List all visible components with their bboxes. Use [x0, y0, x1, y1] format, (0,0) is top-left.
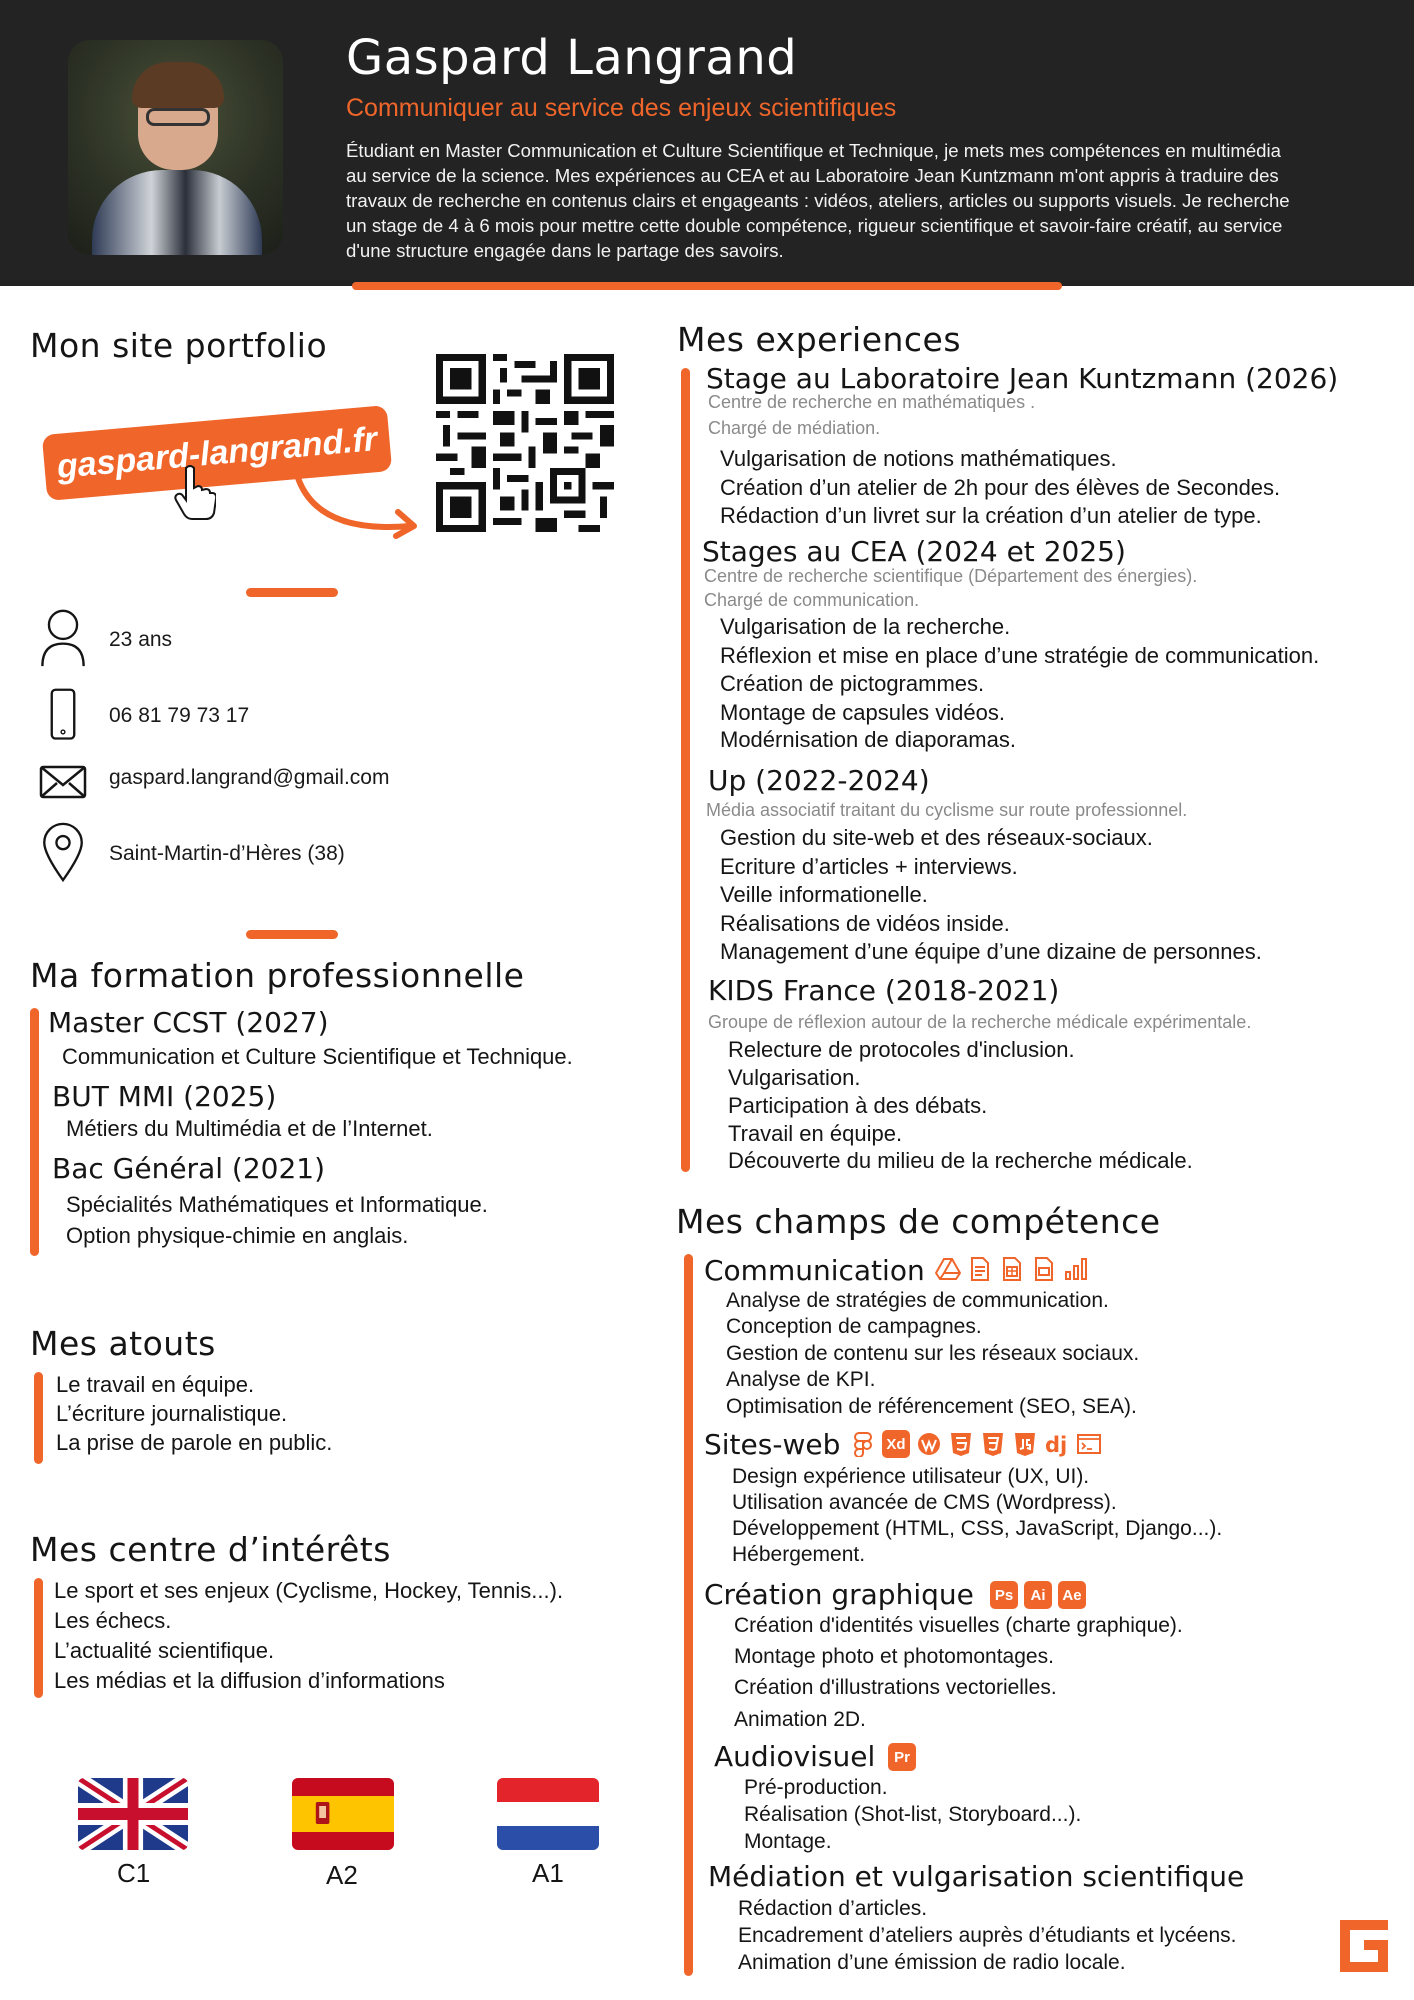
pointer-hand-icon: [172, 462, 216, 522]
divider: [246, 588, 338, 597]
phone-icon: [38, 686, 88, 746]
competence-line: Encadrement d’ateliers auprès d’étudiants et lycéens.: [738, 1924, 1237, 1947]
experience-line: Rédaction d’un livret sur la création d’un atelier de type.: [720, 503, 1262, 528]
drive-icon: [935, 1256, 961, 1282]
location-pin-icon: [38, 822, 88, 882]
experience-role: Chargé de médiation.: [708, 418, 881, 438]
person-name: Gaspard Langrand: [346, 30, 798, 86]
formation-line: Spécialités Mathématiques et Informatique.: [66, 1192, 488, 1217]
personal-logo-icon: [1338, 1918, 1390, 1974]
competence-line: Optimisation de référencement (SEO, SEA).: [726, 1395, 1137, 1418]
competence-line: Utilisation avancée de CMS (Wordpress).: [732, 1491, 1117, 1514]
competence-line: Animation 2D.: [734, 1708, 866, 1731]
competence-line: Rédaction d’articles.: [738, 1897, 928, 1920]
formation-heading: Ma formation professionnelle: [30, 956, 525, 995]
spain-flag-icon: [292, 1778, 394, 1850]
audiovisual-tool-icons: [888, 1743, 916, 1771]
competence-line: Développement (HTML, CSS, JavaScript, Django...).: [732, 1517, 1223, 1540]
competence-line: Design expérience utilisateur (UX, UI).: [732, 1465, 1090, 1488]
person-icon: [38, 608, 88, 668]
experience-line: Management d’une équipe d’une dizaine de personnes.: [720, 939, 1262, 964]
formation-line: Communication et Culture Scientifique et Technique.: [62, 1044, 573, 1069]
competence-title: Communication: [704, 1254, 925, 1287]
divider: [246, 930, 338, 939]
figma-icon: [850, 1431, 876, 1457]
profile-photo: [68, 40, 283, 255]
javascript-icon: [1012, 1431, 1038, 1457]
competence-line: Animation d’une émission de radio locale.: [738, 1951, 1126, 1974]
competence-line: Conception de campagnes.: [726, 1315, 982, 1338]
mail-icon: [38, 752, 88, 812]
experience-subtitle: Centre de recherche en mathématiques .: [708, 392, 1036, 412]
competence-line: Montage.: [744, 1830, 832, 1853]
experience-title: Up (2022-2024): [708, 764, 930, 797]
experience-line: Gestion du site-web et des réseaux-sociaux.: [720, 825, 1153, 850]
document-icon: [967, 1256, 993, 1282]
atout-item: La prise de parole en public.: [56, 1430, 333, 1455]
experience-subtitle: Groupe de réflexion autour de la recherche médicale expérimentale.: [708, 1012, 1252, 1032]
atouts-heading: Mes atouts: [30, 1324, 216, 1363]
experience-subtitle: Centre de recherche scientifique (Département des énergies).: [704, 566, 1198, 586]
experience-line: Vulgarisation de notions mathématiques.: [720, 446, 1117, 471]
communication-tool-icons: [935, 1256, 1089, 1282]
terminal-icon: [1076, 1431, 1102, 1457]
interet-item: L’actualité scientifique.: [54, 1638, 275, 1663]
competence-line: Analyse de KPI.: [726, 1368, 876, 1391]
experience-line: Ecriture d’articles + interviews.: [720, 854, 1018, 879]
formation-title: Bac Général (2021): [52, 1152, 326, 1185]
experience-line: Vulgarisation.: [728, 1065, 861, 1090]
age-text: 23 ans: [109, 628, 173, 651]
experience-line: Veille informationelle.: [720, 882, 928, 907]
uk-flag-icon: [78, 1778, 188, 1850]
competences-heading: Mes champs de compétence: [676, 1202, 1161, 1241]
svg-text:dj: dj: [1045, 1433, 1068, 1457]
premiere-pro-icon: Pr: [888, 1743, 916, 1771]
experience-line: Modérnisation de diaporamas.: [720, 727, 1016, 752]
competence-title: Audiovisuel: [714, 1740, 876, 1773]
header: [0, 0, 1414, 286]
competence-line: Gestion de contenu sur les réseaux sociaux.: [726, 1342, 1140, 1365]
experience-line: Vulgarisation de la recherche.: [720, 614, 1011, 639]
qr-code[interactable]: [436, 354, 614, 532]
formation-line: Option physique-chimie en anglais.: [66, 1223, 409, 1248]
experience-line: Réalisations de vidéos inside.: [720, 911, 1010, 936]
analytics-icon: [1063, 1256, 1089, 1282]
portfolio-link[interactable]: gaspard-langrand.fr: [42, 405, 392, 501]
formation-title: Master CCST (2027): [48, 1006, 329, 1039]
competence-line: Analyse de stratégies de communication.: [726, 1289, 1109, 1312]
interet-item: Les échecs.: [54, 1608, 172, 1633]
portfolio-heading: Mon site portfolio: [30, 326, 328, 365]
language-level: C1: [117, 1858, 151, 1888]
competence-line: Pré-production.: [744, 1776, 888, 1799]
html5-icon: [948, 1431, 974, 1457]
experience-line: Réflexion et mise en place d’une stratégie de communication.: [720, 643, 1320, 668]
slides-icon: [1031, 1256, 1057, 1282]
experience-line: Création d’un atelier de 2h pour des élèves de Secondes.: [720, 475, 1281, 500]
tagline: Communiquer au service des enjeux scientifiques: [346, 94, 897, 122]
interets-heading: Mes centre d’intérêts: [30, 1530, 391, 1569]
phone-text[interactable]: 06 81 79 73 17: [109, 704, 250, 727]
django-icon: [1044, 1431, 1070, 1457]
email-text[interactable]: gaspard.langrand@gmail.com: [109, 766, 390, 789]
css3-icon: [980, 1431, 1006, 1457]
formation-line: Métiers du Multimédia et de l’Internet.: [66, 1116, 433, 1141]
experience-title: KIDS France (2018-2021): [708, 974, 1060, 1007]
intro-text: Étudiant en Master Communication et Culture Scientifique et Technique, je mets mes compétences en multimédia au service de la science. Mes expériences au CEA et au Laboratoire Jean Kuntzmann m'ont appris à traduire des travaux de recherche en contenus clairs et engageants : vidéos, ateliers, articles ou supports visuels. Je recherche un stage de 4 à 6 mois pour mettre cette double compétence, rigueur scientifique et savoir-faire créatif, au service d'une structure engagée dans le partage des savoirs.: [346, 140, 1290, 261]
experiences-heading: Mes experiences: [677, 320, 962, 359]
spreadsheet-icon: [999, 1256, 1025, 1282]
competence-line: Montage photo et photomontages.: [734, 1645, 1054, 1668]
experience-line: Création de pictogrammes.: [720, 671, 985, 696]
competence-title: Sites-web: [704, 1428, 841, 1461]
section-bar: [684, 1254, 693, 1976]
experience-subtitle: Média associatif traitant du cyclisme sur route professionnel.: [706, 800, 1188, 820]
location-text: Saint-Martin-d’Hères (38): [109, 842, 345, 865]
web-tool-icons: [850, 1430, 1102, 1458]
experience-line: Découverte du milieu de la recherche médicale.: [728, 1148, 1193, 1173]
formation-title: BUT MMI (2025): [52, 1080, 277, 1113]
atout-item: Le travail en équipe.: [56, 1372, 255, 1397]
header-underline: [352, 282, 1062, 290]
experience-line: Relecture de protocoles d'inclusion.: [728, 1037, 1075, 1062]
experience-role: Chargé de communication.: [704, 590, 920, 610]
competence-line: Réalisation (Shot-list, Storyboard...).: [744, 1803, 1082, 1826]
language-level: A1: [532, 1858, 564, 1888]
atout-item: L’écriture journalistique.: [56, 1401, 288, 1426]
section-bar: [34, 1372, 43, 1464]
photoshop-icon: Ps: [990, 1581, 1018, 1609]
experience-line: Montage de capsules vidéos.: [720, 700, 1005, 725]
graphic-tool-icons: [990, 1581, 1086, 1609]
competence-line: Création d'illustrations vectorielles.: [734, 1676, 1057, 1699]
competence-line: Hébergement.: [732, 1543, 866, 1566]
experience-title: Stages au CEA (2024 et 2025): [702, 535, 1126, 568]
illustrator-icon: Ai: [1024, 1581, 1052, 1609]
section-bar: [34, 1578, 43, 1698]
wordpress-icon: [916, 1431, 942, 1457]
competence-title: Création graphique: [704, 1578, 974, 1611]
experience-line: Travail en équipe.: [728, 1121, 903, 1146]
experience-title: Stage au Laboratoire Jean Kuntzmann (2026): [706, 362, 1339, 395]
competence-line: Création d'identités visuelles (charte graphique).: [734, 1614, 1183, 1637]
section-bar: [30, 1008, 39, 1256]
interet-item: Les médias et la diffusion d’informations: [54, 1668, 445, 1693]
competence-title: Médiation et vulgarisation scientifique: [708, 1860, 1245, 1893]
adobe-xd-icon: Xd: [882, 1430, 910, 1458]
interet-item: Le sport et ses enjeux (Cyclisme, Hockey, Tennis...).: [54, 1578, 564, 1603]
after-effects-icon: Ae: [1058, 1581, 1086, 1609]
arrow-icon: [290, 470, 430, 550]
netherlands-flag-icon: [497, 1778, 599, 1850]
language-level: A2: [326, 1860, 358, 1890]
section-bar: [681, 368, 690, 1172]
experience-line: Participation à des débats.: [728, 1093, 988, 1118]
